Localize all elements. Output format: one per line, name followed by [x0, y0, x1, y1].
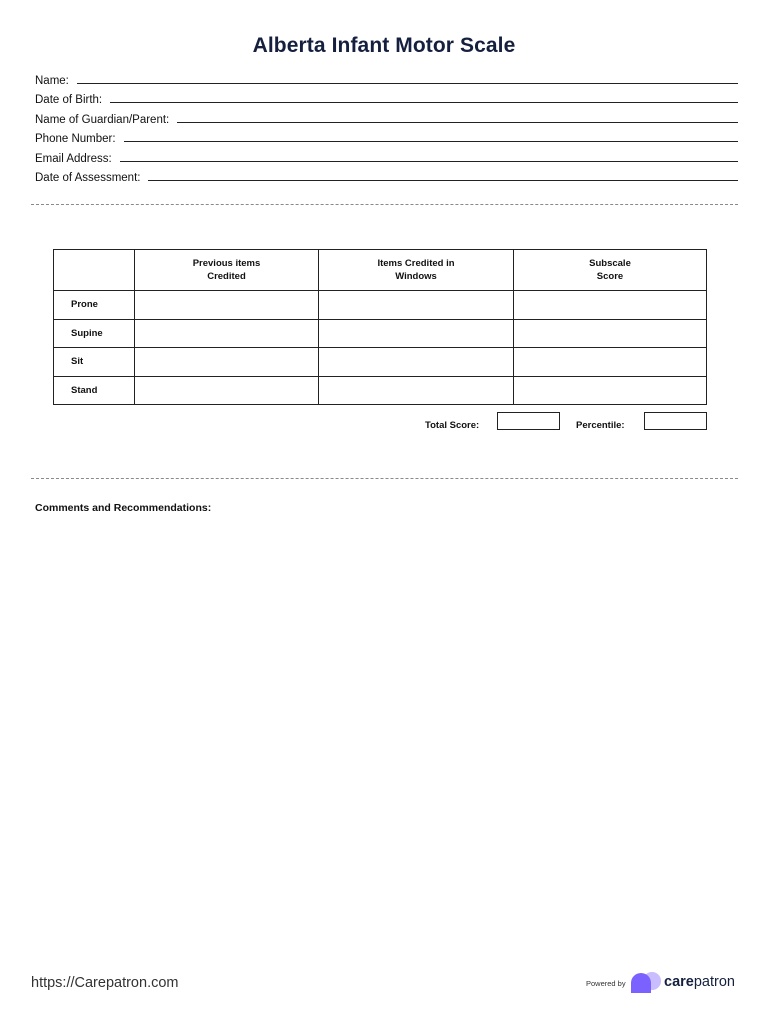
field-guardian[interactable]	[35, 111, 738, 127]
field-label: Date of Assessment:	[35, 172, 141, 184]
table-header-row	[54, 250, 707, 291]
field-email[interactable]	[35, 150, 738, 166]
table-row	[54, 291, 707, 320]
section-divider-top	[31, 204, 738, 205]
field-label: Name:	[35, 75, 69, 87]
header-line: Windows	[395, 271, 437, 282]
field-label: Name of Guardian/Parent:	[35, 114, 170, 126]
sit-previous-cell[interactable]	[135, 348, 319, 377]
table-corner-cell	[54, 250, 135, 291]
stand-subscale-cell[interactable]	[514, 376, 707, 405]
email-line[interactable]	[120, 161, 738, 162]
prone-subscale-cell[interactable]	[514, 291, 707, 320]
sit-windows-cell[interactable]	[319, 348, 514, 377]
row-label-sit: Sit	[54, 348, 135, 377]
stand-windows-cell[interactable]	[319, 376, 514, 405]
supine-windows-cell[interactable]	[319, 319, 514, 348]
brand-rest: patron	[693, 974, 735, 990]
prone-windows-cell[interactable]	[319, 291, 514, 320]
column-header-windows	[319, 250, 514, 291]
section-divider-bottom	[31, 478, 738, 479]
field-phone[interactable]	[35, 130, 738, 146]
field-label: Date of Birth:	[35, 94, 103, 106]
supine-subscale-cell[interactable]	[514, 319, 707, 348]
total-score-box[interactable]	[497, 412, 560, 430]
header-line: Score	[596, 271, 624, 282]
field-name[interactable]	[35, 72, 738, 88]
field-date-of-birth[interactable]	[35, 91, 738, 107]
table-row	[54, 376, 707, 405]
table-row	[54, 319, 707, 348]
row-label-stand: Stand	[54, 376, 135, 405]
comments-heading: Comments and Recommendations:	[35, 502, 212, 514]
prone-previous-cell[interactable]	[135, 291, 319, 320]
field-date-of-assessment[interactable]	[35, 169, 738, 185]
powered-by-text: Powered by	[586, 979, 626, 988]
page-title: Alberta Infant Motor Scale	[252, 34, 516, 57]
stand-previous-cell[interactable]	[135, 376, 319, 405]
column-header-previous	[135, 250, 319, 291]
field-label: Phone Number:	[35, 133, 116, 145]
carepatron-logo-icon	[630, 972, 662, 994]
column-header-subscale	[514, 250, 707, 291]
header-line: Previous items	[192, 258, 261, 269]
percentile-label: Percentile:	[576, 420, 625, 431]
total-score-label: Total Score:	[425, 420, 480, 431]
dob-line[interactable]	[110, 102, 738, 103]
supine-previous-cell[interactable]	[135, 319, 319, 348]
footer-url[interactable]: https://Carepatron.com	[31, 975, 179, 991]
name-line[interactable]	[77, 83, 738, 84]
header-line: Items Credited in	[377, 258, 455, 269]
table-row	[54, 348, 707, 377]
brand-bold: care	[664, 974, 694, 990]
header-line: Credited	[207, 271, 246, 282]
header-line: Subscale	[589, 258, 631, 269]
phone-line[interactable]	[124, 141, 738, 142]
score-table	[53, 249, 707, 405]
guardian-line[interactable]	[177, 122, 738, 123]
assessment-date-line[interactable]	[148, 180, 738, 181]
field-label: Email Address:	[35, 153, 112, 165]
carepatron-logo-text	[664, 974, 735, 990]
row-label-supine: Supine	[54, 319, 135, 348]
sit-subscale-cell[interactable]	[514, 348, 707, 377]
percentile-box[interactable]	[644, 412, 707, 430]
row-label-prone: Prone	[54, 291, 135, 320]
